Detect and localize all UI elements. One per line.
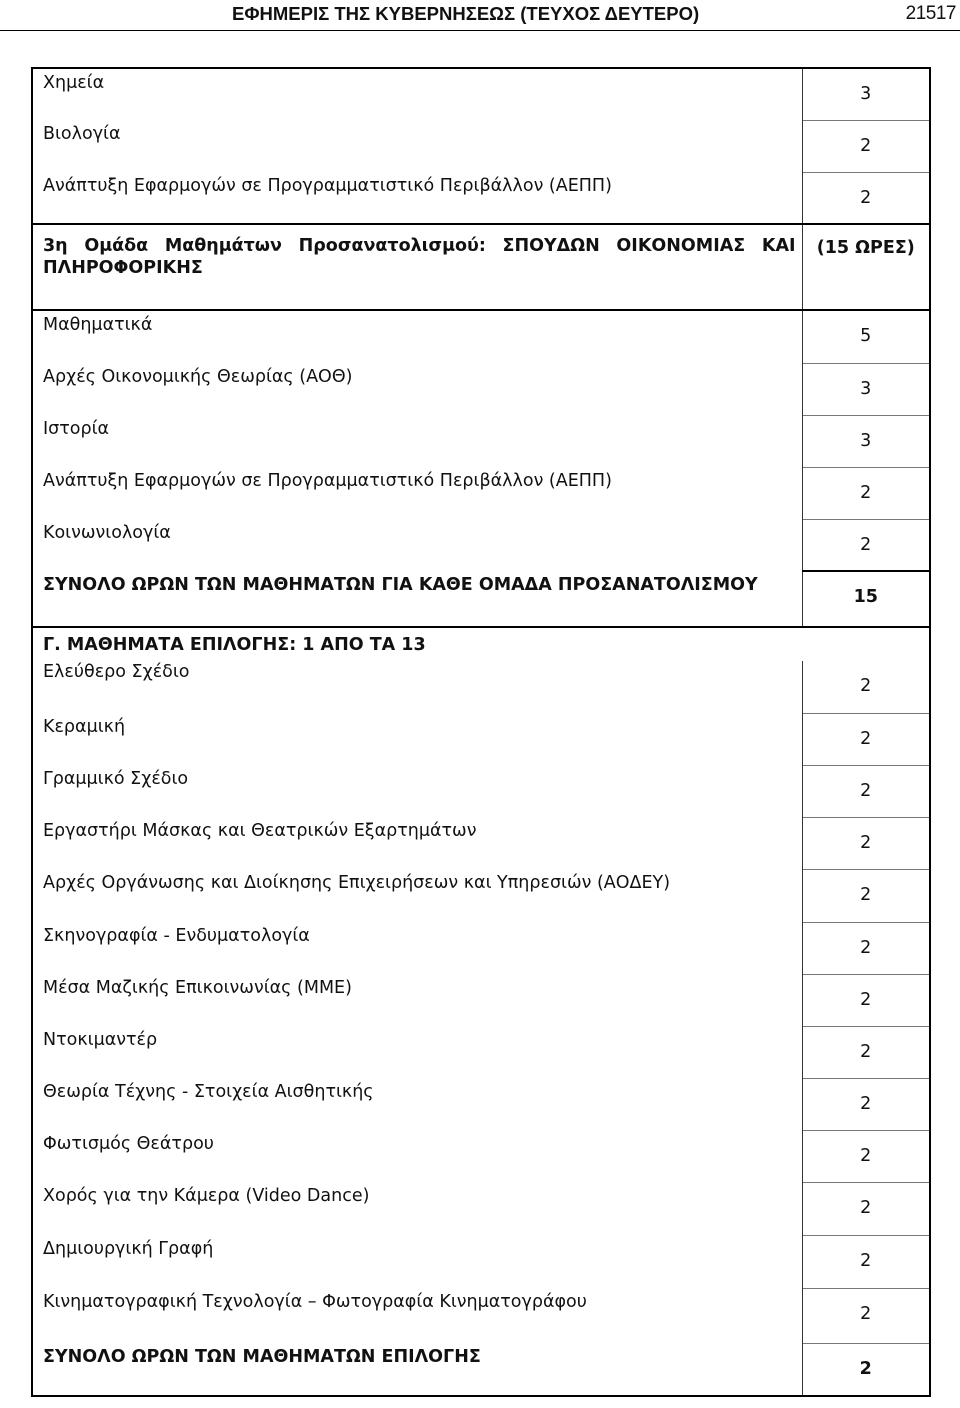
table-row xyxy=(32,415,930,467)
group-hours: (15 ΩΡΕΣ) xyxy=(802,224,930,310)
hours-cell: 2 xyxy=(802,765,930,817)
hours-cell: 2 xyxy=(802,661,930,713)
total-row xyxy=(32,571,930,627)
gazette-title: ΕΦΗΜΕΡΙΣ ΤΗΣ ΚΥΒΕΡΝΗΣΕΩΣ (ΤΕΥΧΟΣ ΔΕΥΤΕΡΟ) xyxy=(232,3,700,24)
table-row xyxy=(32,869,930,922)
subject-cell: Ντοκιμαντέρ xyxy=(32,1026,802,1078)
table-row xyxy=(32,120,930,172)
group-title: 3η Ομάδα Μαθημάτων Προσανατολισμού: ΣΠΟΥΔΩΝ ΟΙΚΟΝΟΜΙΑΣ ΚΑΙ ΠΛΗΡΟΦΟΡΙΚΗΣ xyxy=(32,224,802,310)
subject-cell: Γραμμικό Σχέδιο xyxy=(32,765,802,817)
hours-cell: 2 xyxy=(860,534,872,555)
subject-cell: Φωτισμός Θεάτρου xyxy=(32,1130,802,1182)
hours-cell: 2 xyxy=(802,713,930,765)
table-row xyxy=(32,1288,930,1343)
table-row xyxy=(32,1130,930,1182)
table-row xyxy=(32,172,930,224)
subject-cell: Αρχές Οργάνωσης και Διοίκησης Επιχειρήσεων και Υπηρεσιών (ΑΟΔΕΥ) xyxy=(32,869,802,922)
table-row xyxy=(32,765,930,817)
subject-cell: Σκηνογραφία - Ενδυματολογία xyxy=(32,922,802,974)
table-row xyxy=(32,1182,930,1235)
hours-cell: 2 xyxy=(802,1288,930,1343)
hours-cell: 3 xyxy=(802,415,930,467)
subject-cell: Χημεία xyxy=(32,68,802,120)
table-row xyxy=(32,817,930,869)
hours-cell: 2 xyxy=(802,922,930,974)
subject-cell: Βιολογία xyxy=(32,120,802,172)
subject-cell: Χορός για την Κάμερα (Video Dance) xyxy=(32,1182,802,1235)
table-row xyxy=(32,363,930,415)
table-row xyxy=(32,310,930,363)
total-row xyxy=(32,1343,930,1396)
total-value: 2 xyxy=(859,1358,872,1379)
hours-cell: 5 xyxy=(802,310,930,363)
hours-cell: 2 xyxy=(802,120,930,172)
subject-cell: Κινηματογραφική Τεχνολογία – Φωτογραφία Κινηματογράφου xyxy=(32,1288,802,1343)
subject-cell: Ανάπτυξη Εφαρμογών σε Προγραμματιστικό Περιβάλλον (ΑΕΠΠ) xyxy=(32,467,802,519)
hours-cell: 2 xyxy=(802,869,930,922)
table-row xyxy=(32,974,930,1026)
curriculum-table xyxy=(31,67,931,1397)
table-row xyxy=(32,922,930,974)
hours-cell: 2 xyxy=(802,974,930,1026)
subject-cell: Μέσα Μαζικής Επικοινωνίας (ΜΜΕ) xyxy=(32,974,802,1026)
total-label: ΣΥΝΟΛΟ ΩΡΩΝ ΤΩΝ ΜΑΘΗΜΑΤΩΝ ΕΠΙΛΟΓΗΣ xyxy=(32,1343,802,1396)
subject-cell: Μαθηματικά xyxy=(32,310,802,363)
hours-cell: 2 xyxy=(802,817,930,869)
table-row xyxy=(32,1235,930,1288)
hours-cell: 3 xyxy=(802,363,930,415)
hours-cell: 2 xyxy=(802,467,930,519)
subject-cell: Κεραμική xyxy=(32,713,802,765)
subject-cell: Κοινωνιολογία xyxy=(32,519,802,571)
section-heading: Γ. ΜΑΘΗΜΑΤΑ ΕΠΙΛΟΓΗΣ: 1 ΑΠΟ ΤΑ 13 xyxy=(32,627,930,661)
subject-cell: Αρχές Οικονομικής Θεωρίας (ΑΟΘ) xyxy=(32,363,802,415)
hours-cell: 2 xyxy=(802,1026,930,1078)
subject-cell: Δημιουργική Γραφή xyxy=(32,1235,802,1288)
subject-cell: Εργαστήρι Μάσκας και Θεατρικών Εξαρτημάτων xyxy=(32,817,802,869)
hours-cell: 2 xyxy=(802,1182,930,1235)
subject-cell: Ανάπτυξη Εφαρμογών σε Προγραμματιστικό Περιβάλλον (ΑΕΠΠ) xyxy=(32,172,802,224)
page-header xyxy=(0,0,960,31)
hours-cell: 2 xyxy=(802,1078,930,1130)
hours-cell: 2 xyxy=(802,1235,930,1288)
page-number: 21517 xyxy=(905,3,956,24)
table-row xyxy=(32,713,930,765)
table-row xyxy=(32,519,930,571)
table-row xyxy=(32,1078,930,1130)
total-label: ΣΥΝΟΛΟ ΩΡΩΝ ΤΩΝ ΜΑΘΗΜΑΤΩΝ ΓΙΑ ΚΑΘΕ ΟΜΑΔΑ ΠΡΟΣΑΝΑΤΟΛΙΣΜΟΥ xyxy=(32,571,802,627)
hours-cell: 2 xyxy=(802,1130,930,1182)
subject-cell: Ιστορία xyxy=(32,415,802,467)
subject-cell: Ελεύθερο Σχέδιο xyxy=(32,661,802,713)
hours-cell: 3 xyxy=(802,68,930,120)
table-row xyxy=(32,1026,930,1078)
table-row xyxy=(32,68,930,120)
total-value: 15 xyxy=(802,571,930,627)
section-heading-row xyxy=(32,627,930,661)
subject-cell: Θεωρία Τέχνης - Στοιχεία Αισθητικής xyxy=(32,1078,802,1130)
hours-cell: 2 xyxy=(860,187,872,208)
group-title-row xyxy=(32,224,930,310)
table-row xyxy=(32,661,930,713)
table-row xyxy=(32,467,930,519)
